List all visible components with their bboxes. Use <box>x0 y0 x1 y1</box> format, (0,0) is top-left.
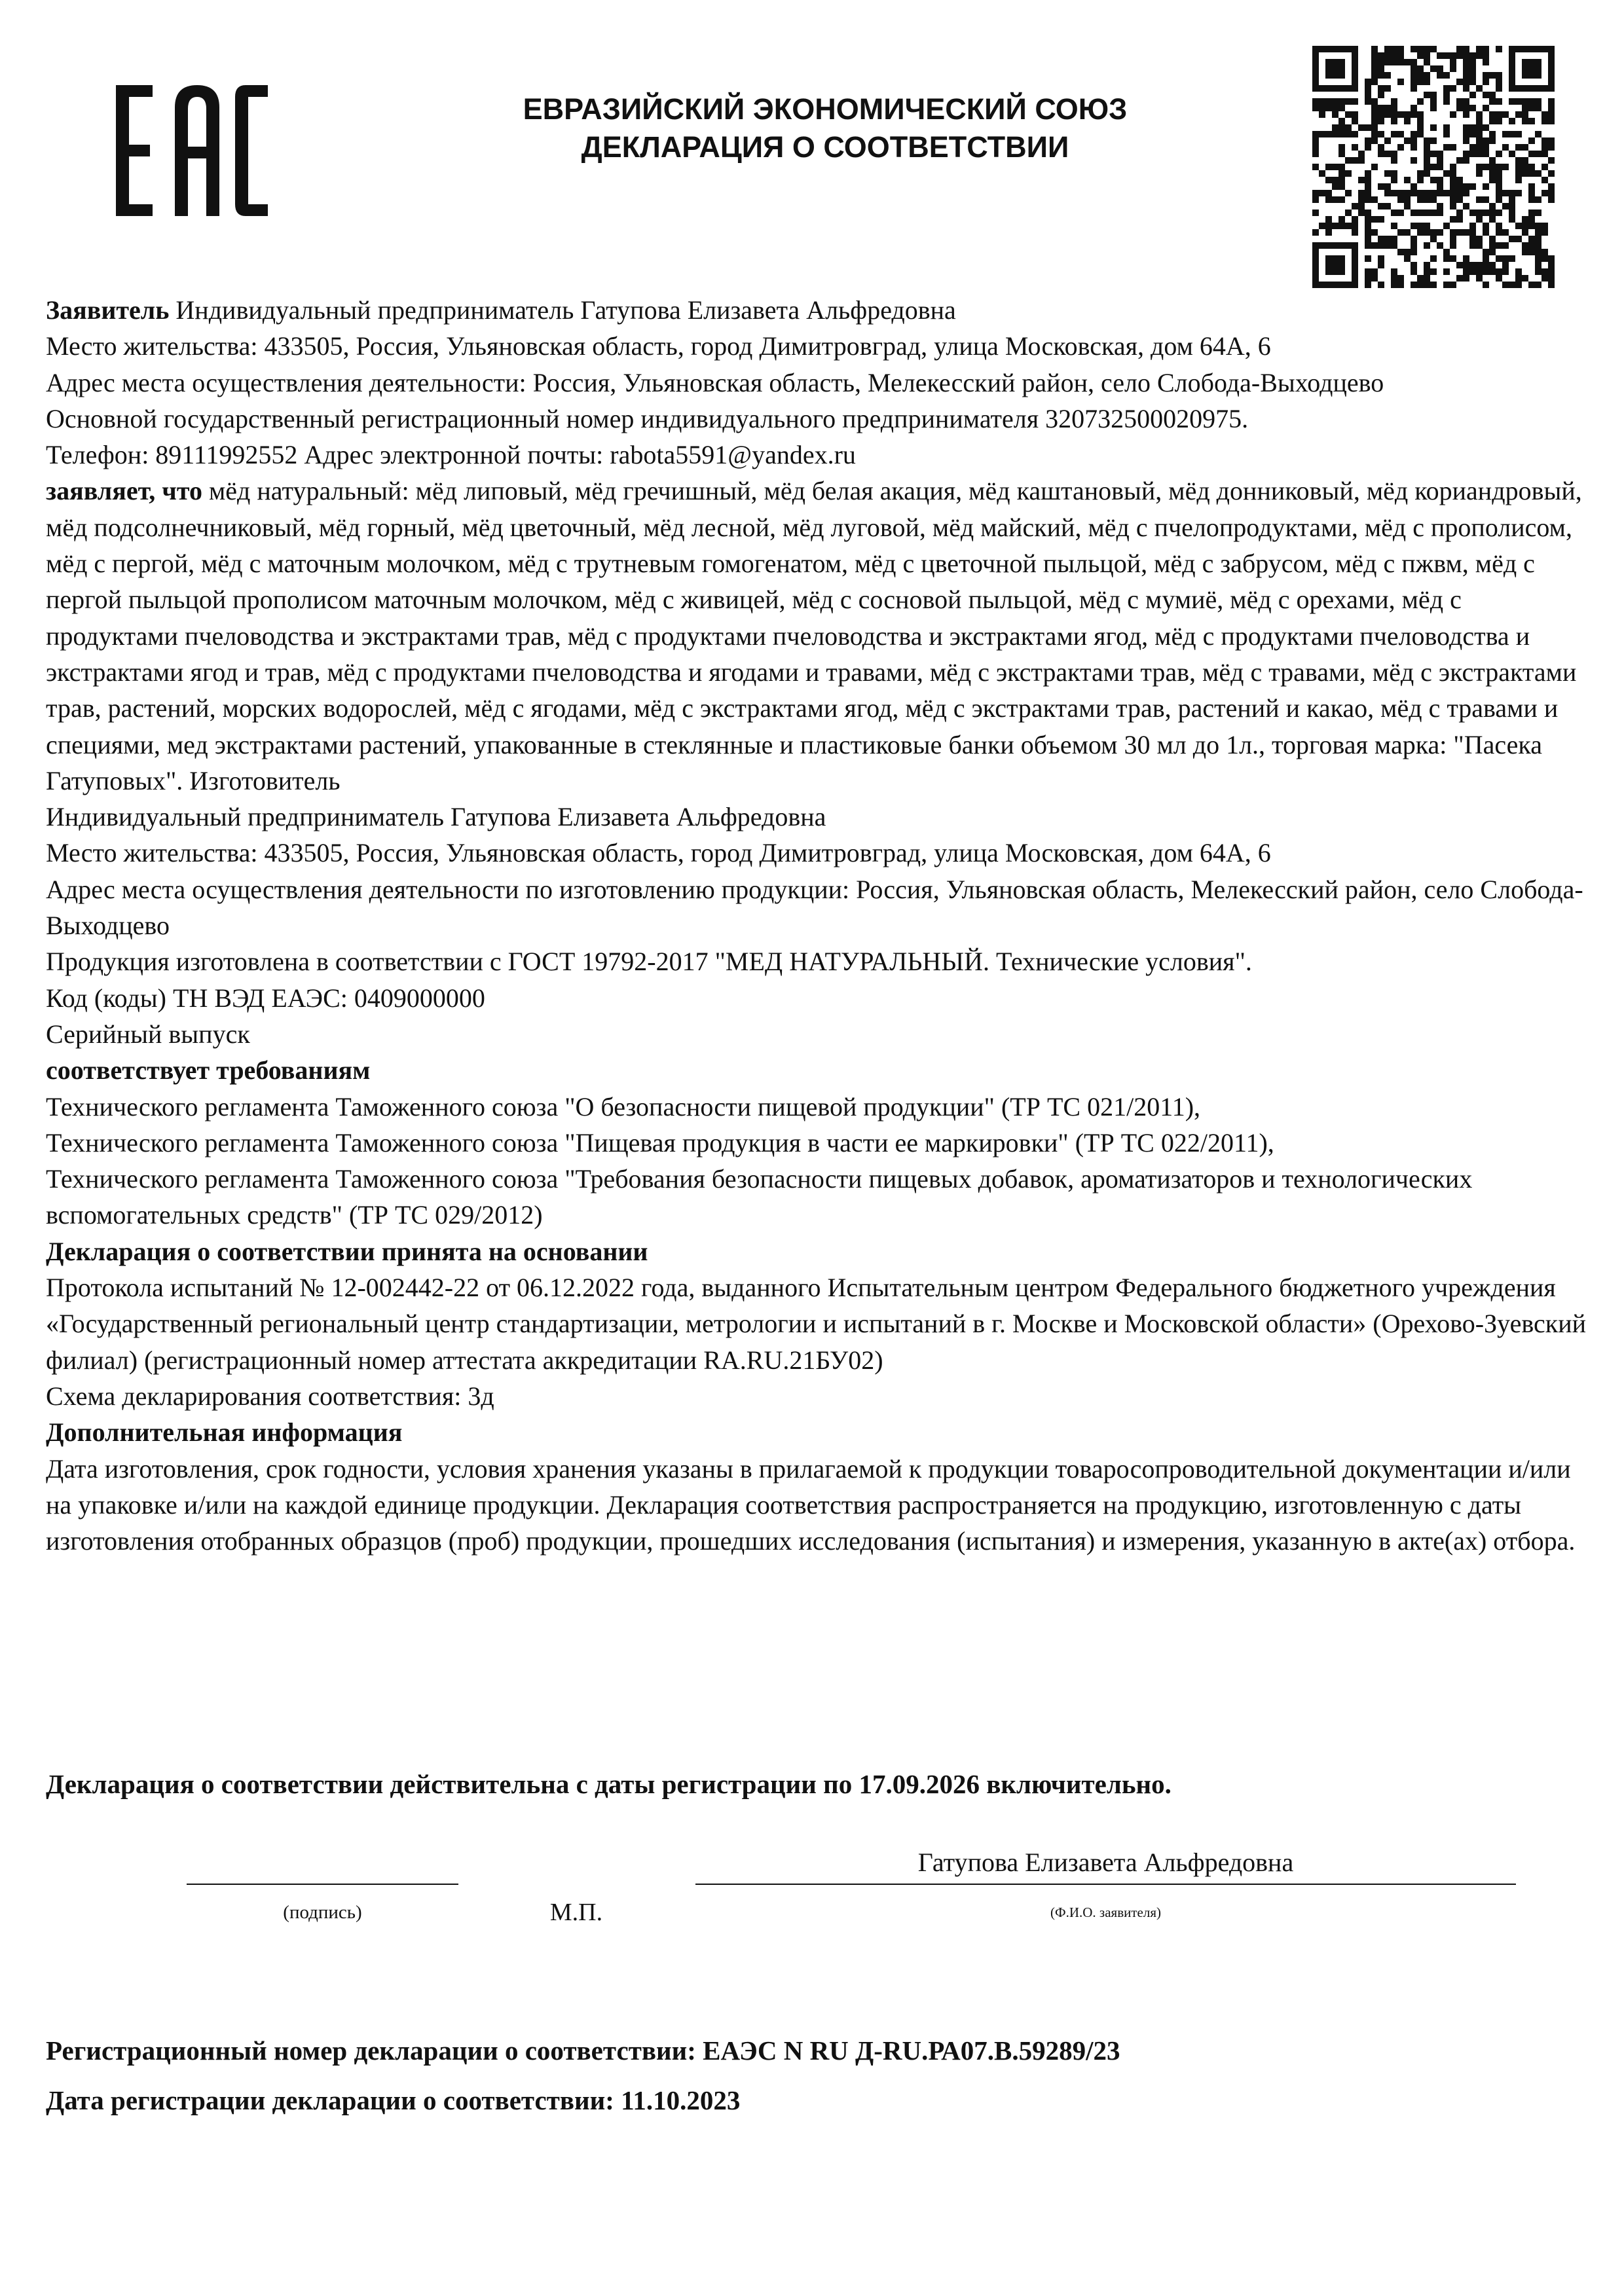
name-line <box>695 1884 1516 1885</box>
document-title <box>367 90 1283 166</box>
product-text: мёд натуральный: мёд липовый, мёд гречишный, мёд белая акация, мёд каштановый, мёд донниковый, мёд кориандровый, мёд подсолнечниковый, мёд горный, мёд цветочный, мёд лесной, мёд луговой, мёд майский, мёд с пчелопродуктами, мёд с прополисом, мёд с пергой, мёд с маточным молочком, мёд с трутневым гомогенатом, мёд с цветочной пыльцой, мёд с забрусом, мёд с пжвм, мёд с пергой пыльцой прополисом маточным молочком, мёд с живицей, мёд с сосновой пыльцой, мёд с мумиё, мёд с орехами, мёд с продуктами пчеловодства и экстрактами трав, мёд с продуктами пчеловодства и экстрактами ягод, мёд с продуктами пчеловодства и экстрактами ягод и трав, мёд с продуктами пчеловодства и ягодами и травами, мёд с экстрактами трав, мёд с травами, мёд с экстрактами трав, растений, морских водорослей, мёд с ягодами, мёд с экстрактами ягод, мёд с экстрактами трав, растений и какао, мёд с травами и специями, мед экстрактами растений, упакованные в стеклянные и пластиковые банки объемом 30 мл до 1л., торговая марка: "Пасека Гатуповых". Изготовитель <box>46 476 1582 795</box>
name-caption: (Ф.И.О. заявителя) <box>1050 1904 1161 1920</box>
applicant-line <box>46 292 1598 328</box>
applicant-contacts: Телефон: 89111992552 Адрес электронной почты: rabota5591@yandex.ru <box>46 440 856 470</box>
declares-label: заявляет, что <box>46 476 202 506</box>
title-union: ЕВРАЗИЙСКИЙ ЭКОНОМИЧЕСКИЙ СОЮЗ <box>523 92 1128 126</box>
additional-text: Дата изготовления, срок годности, условия хранения указаны в прилагаемой к продукции товаросопроводительной документации и/или на упаковке и/или на каждой единице продукции. Декларация соответствия распространяется на продукцию, изготовленную с даты изготовления отобранных образцов (проб) продукции, прошедших исследования (испытания) и измерения, указанную в акте(ах) отбора. <box>46 1453 1576 1556</box>
applicant-signature-name: Гатупова Елизавета Альфредовна <box>917 1848 1294 1877</box>
basis-protocol: Протокола испытаний № 12-002442-22 от 06.12.2022 года, выданного Испытательным центром Федерального бюджетного учреждения «Государственный региональный центр стандартизации, метрологии и испытаний в г. Москве и Московской области» (Орехово-Зуевский филиал) (регистрационный номер аттестата аккредитации RA.RU.21БУ02) <box>46 1273 1587 1375</box>
applicant-activity-address: Адрес места осуществления деятельности: Россия, Ульяновская область, Мелекесский район, село Слобода-Выходцево <box>46 367 1384 397</box>
additional-heading: Дополнительная информация <box>46 1417 403 1448</box>
manufacturer-name: Индивидуальный предприниматель Гатупова Елизавета Альфредовна <box>46 802 826 832</box>
signature-line <box>187 1884 458 1885</box>
signature-caption: (подпись) <box>283 1902 362 1923</box>
basis-heading: Декларация о соответствии принята на основании <box>46 1236 648 1266</box>
regulation-1: Технического регламента Таможенного союза "О безопасности пищевой продукции" (ТР ТС 021/2011), <box>46 1091 1201 1121</box>
standard-line: Продукция изготовлена в соответствии с ГОСТ 19792-2017 "МЕД НАТУРАЛЬНЫЙ. Технические условия". <box>46 947 1252 977</box>
seal-caption: М.П. <box>549 1899 603 1926</box>
applicant-label: Заявитель <box>46 295 170 325</box>
registration-number: Регистрационный номер декларации о соответствии: ЕАЭС N RU Д-RU.РА07.В.59289/23 <box>46 2035 1120 2066</box>
manufacturer-address: Адрес места осуществления деятельности по изготовлению продукции: Россия, Ульяновская область, Мелекесский район, село Слобода-Выходцево <box>46 874 1583 941</box>
declaration-scheme: Схема декларирования соответствия: 3д <box>46 1381 494 1411</box>
release-type: Серийный выпуск <box>46 1019 250 1049</box>
qr-code-icon <box>1312 46 1555 288</box>
regulation-2: Технического регламента Таможенного союза "Пищевая продукция в части ее маркировки" (ТР ТС 022/2011), <box>46 1127 1274 1157</box>
regulation-3: Технического регламента Таможенного союза "Требования безопасности пищевых добавок, ароматизаторов и технологических вспомогательных средств" (ТР ТС 029/2012) <box>46 1164 1473 1230</box>
eac-logo-icon <box>115 85 272 216</box>
validity-statement: Декларация о соответствии действительна с даты регистрации по 17.09.2026 включительно. <box>46 1769 1172 1799</box>
applicant-residence: Место жительства: 433505, Россия, Ульяновская область, город Димитровград, улица Московская, дом 64А, 6 <box>46 331 1271 361</box>
registration-date: Дата регистрации декларации о соответствии: 11.10.2023 <box>46 2085 741 2115</box>
manufacturer-residence: Место жительства: 433505, Россия, Ульяновская область, город Димитровград, улица Московская, дом 64А, 6 <box>46 838 1271 868</box>
applicant-ogrnip: Основной государственный регистрационный номер индивидуального предпринимателя 320732500020975. <box>46 403 1249 433</box>
product-description <box>46 473 1598 799</box>
applicant-name-text: Индивидуальный предприниматель Гатупова Елизавета Альфредовна <box>169 295 956 325</box>
title-declaration: ДЕКЛАРАЦИЯ О СООТВЕТСТВИИ <box>581 130 1069 164</box>
hs-code: Код (коды) ТН ВЭД ЕАЭС: 0409000000 <box>46 983 485 1013</box>
declaration-body <box>46 292 1598 1559</box>
registration-block <box>46 2026 1598 2125</box>
compliance-heading: соответствует требованиям <box>46 1055 371 1085</box>
